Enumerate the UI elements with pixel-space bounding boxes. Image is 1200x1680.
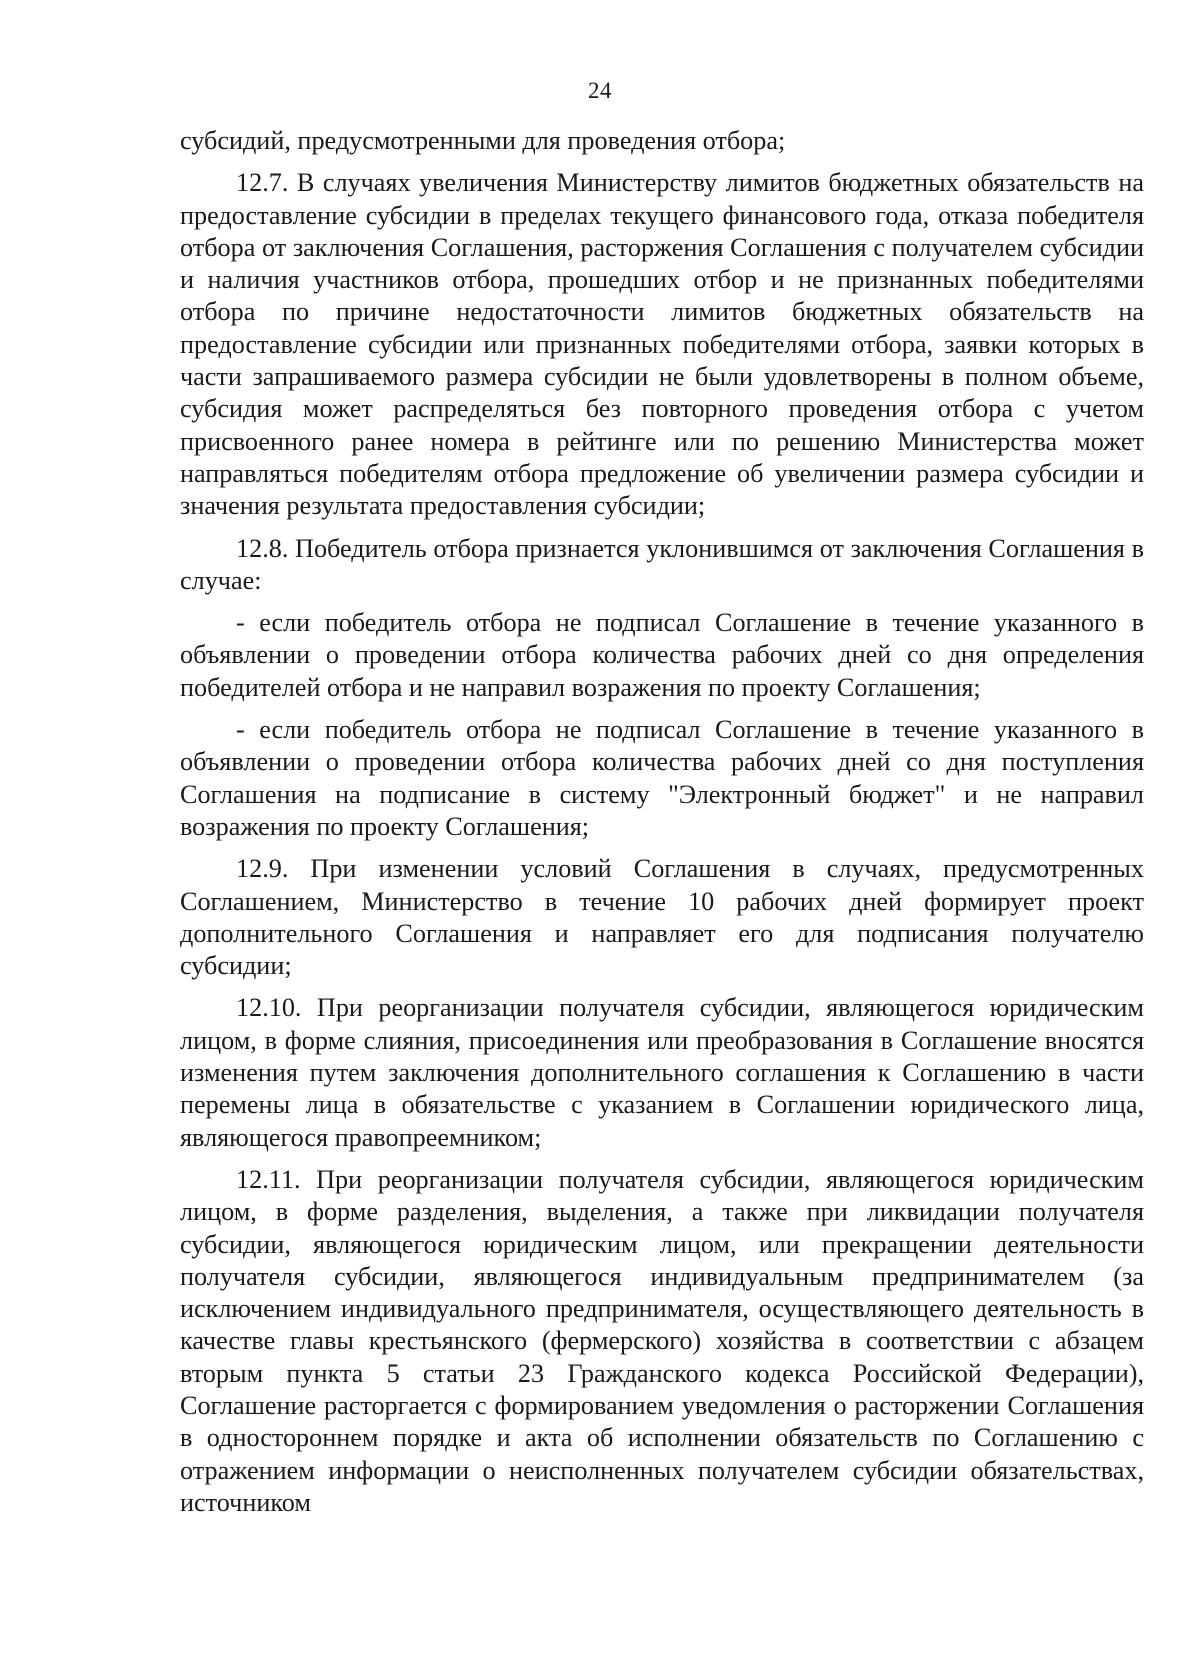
document-body (180, 125, 1144, 1529)
paragraph-continuation: субсидий, предусмотренными для проведения отбора; (180, 126, 786, 155)
list-item-condition-2: - если победитель отбора не подписал Соглашение в течение указанного в объявлении о проведении отбора количества рабочих дней со дня поступления Соглашения на подписание в систему "Электронный бюджет" и не направил возражения по проекту Соглашения; (180, 715, 1144, 841)
paragraph-12-10: 12.10. При реорганизации получателя субсидии, являющегося юридическим лицом, в форме слияния, присоединения или преобразования в Соглашение вносятся изменения путем заключения дополнительного соглашения к Соглашению в части перемены лица в обязательстве с указанием в Соглашении юридического лица, являющегося правопреемником; (180, 993, 1144, 1152)
paragraph-12-7: 12.7. В случаях увеличения Министерству лимитов бюджетных обязательств на предоставление субсидии в пределах текущего финансового года, отказа победителя отбора от заключения Соглашения, расторжения Соглашения с получателем субсидии и наличия участников отбора, прошедших отбор и не признанных победителями отбора по причине недостаточности лимитов бюджетных обязательств на предоставление субсидии или признанных победителями отбора, заявки которых в части запрашиваемого размера субсидии не были удовлетворены в полном объеме, субсидия может распределяться без повторного проведения отбора с учетом присвоенного ранее номера в рейтинге или по решению Министерства может направляться победителям отбора предложение об увеличении размера субсидии и значения результата предоставления субсидии; (180, 168, 1144, 521)
list-item-condition-1: - если победитель отбора не подписал Соглашение в течение указанного в объявлении о проведении отбора количества рабочих дней со дня определения победителей отбора и не направил возражения по проекту Соглашения; (180, 608, 1144, 702)
page-number: 24 (588, 78, 612, 103)
paragraph-12-11: 12.11. При реорганизации получателя субсидии, являющегося юридическим лицом, в форме разделения, выделения, а также при ликвидации получателя субсидии, являющегося юридическим лицом, или прекращении деятельности получателя субсидии, являющегося индивидуальным предпринимателем (за исключением индивидуального предпринимателя, осуществляющего деятельность в качестве главы крестьянского (фермерского) хозяйства в соответствии с абзацем вторым пункта 5 статьи 23 Гражданского кодекса Российской Федерации), Соглашение расторгается с формированием уведомления о расторжении Соглашения в одностороннем порядке и акта об исполнении обязательств по Соглашению с отражением информации о неисполненных получателем субсидии обязательствах, источником (180, 1164, 1144, 1517)
paragraph-12-8: 12.8. Победитель отбора признается уклонившимся от заключения Соглашения в случае: (180, 533, 1144, 595)
paragraph-12-9: 12.9. При изменении условий Соглашения в случаях, предусмотренных Соглашением, Министерство в течение 10 рабочих дней формирует проект дополнительного Соглашения и направляет его для подписания получателю субсидии; (180, 854, 1144, 981)
